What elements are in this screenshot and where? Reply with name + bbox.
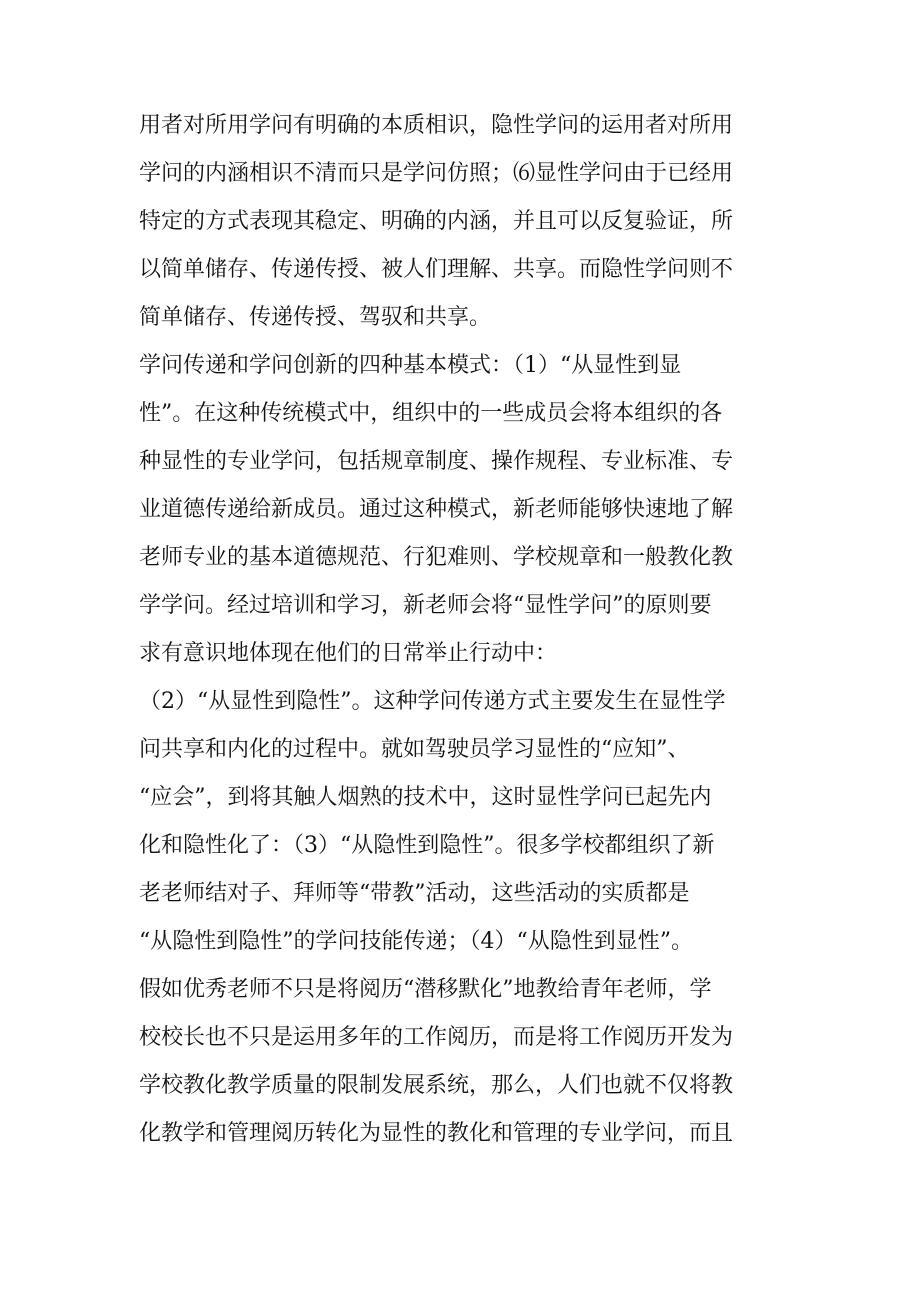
text-line-13: （2）“从显性到隐性”。这种学问传递方式主要发生在显性学 (139, 689, 726, 714)
text-line-8: 种显性的专业学问，包括规章制度、操作规程、专业标准、专 (139, 449, 734, 474)
text-line-18: “从隐性到隐性”的学问技能传递；（4）“从隐性到显性”。 (139, 929, 693, 954)
text-line-21: 学校教化教学质量的限制发展系统，那么，人们也就不仅将教 (139, 1073, 734, 1098)
text-line-15: “应会”，到将其触人烟熟的技术中，这时显性学问已起先内 (139, 785, 712, 810)
text-line-9: 业道德传递给新成员。通过这种模式，新老师能够快速地了解 (139, 497, 734, 522)
text-line-12: 求有意识地体现在他们的日常举止行动中： (139, 641, 558, 666)
text-line-14: 问共享和内化的过程中。就如驾驶员学习显性的“应知”、 (139, 737, 690, 762)
text-line-6: 学问传递和学问创新的四种基本模式：（1）“从显性到显 (139, 353, 682, 378)
text-line-10: 老师专业的基本道德规范、行犯难则、学校规章和一般教化教 (139, 545, 734, 570)
text-line-11: 学学问。经过培训和学习，新老师会将“显性学问”的原则要 (139, 593, 712, 618)
text-line-16: 化和隐性化了：（3）“从隐性到隐性”。很多学校都组织了新 (139, 833, 715, 858)
text-line-19: 假如优秀老师不只是将阅历“潜移默化”地教给青年老师，学 (139, 977, 712, 1002)
text-line-17: 老老师结对子、拜师等“带教”活动，这些活动的实质都是 (139, 881, 690, 906)
body-text (139, 102, 779, 1158)
text-line-7: 性”。在这种传统模式中，组织中的一些成员会将本组织的各 (139, 401, 723, 426)
text-line-4: 以简单储存、传递传授、被人们理解、共享。而隐性学问则不 (139, 257, 734, 282)
text-line-1: 用者对所用学问有明确的本质相识，隐性学问的运用者对所用 (139, 113, 734, 138)
text-line-5: 简单储存、传递传授、驾驭和共享。 (139, 305, 492, 330)
text-line-20: 校校长也不只是运用多年的工作阅历，而是将工作阅历开发为 (139, 1025, 734, 1050)
text-line-22: 化教学和管理阅历转化为显性的教化和管理的专业学问，而且 (139, 1121, 734, 1146)
text-line-2: 学问的内涵相识不清而只是学问仿照；⑹显性学问由于已经用 (139, 161, 734, 186)
text-line-3: 特定的方式表现其稳定、明确的内涵，并且可以反复验证，所 (139, 209, 734, 234)
